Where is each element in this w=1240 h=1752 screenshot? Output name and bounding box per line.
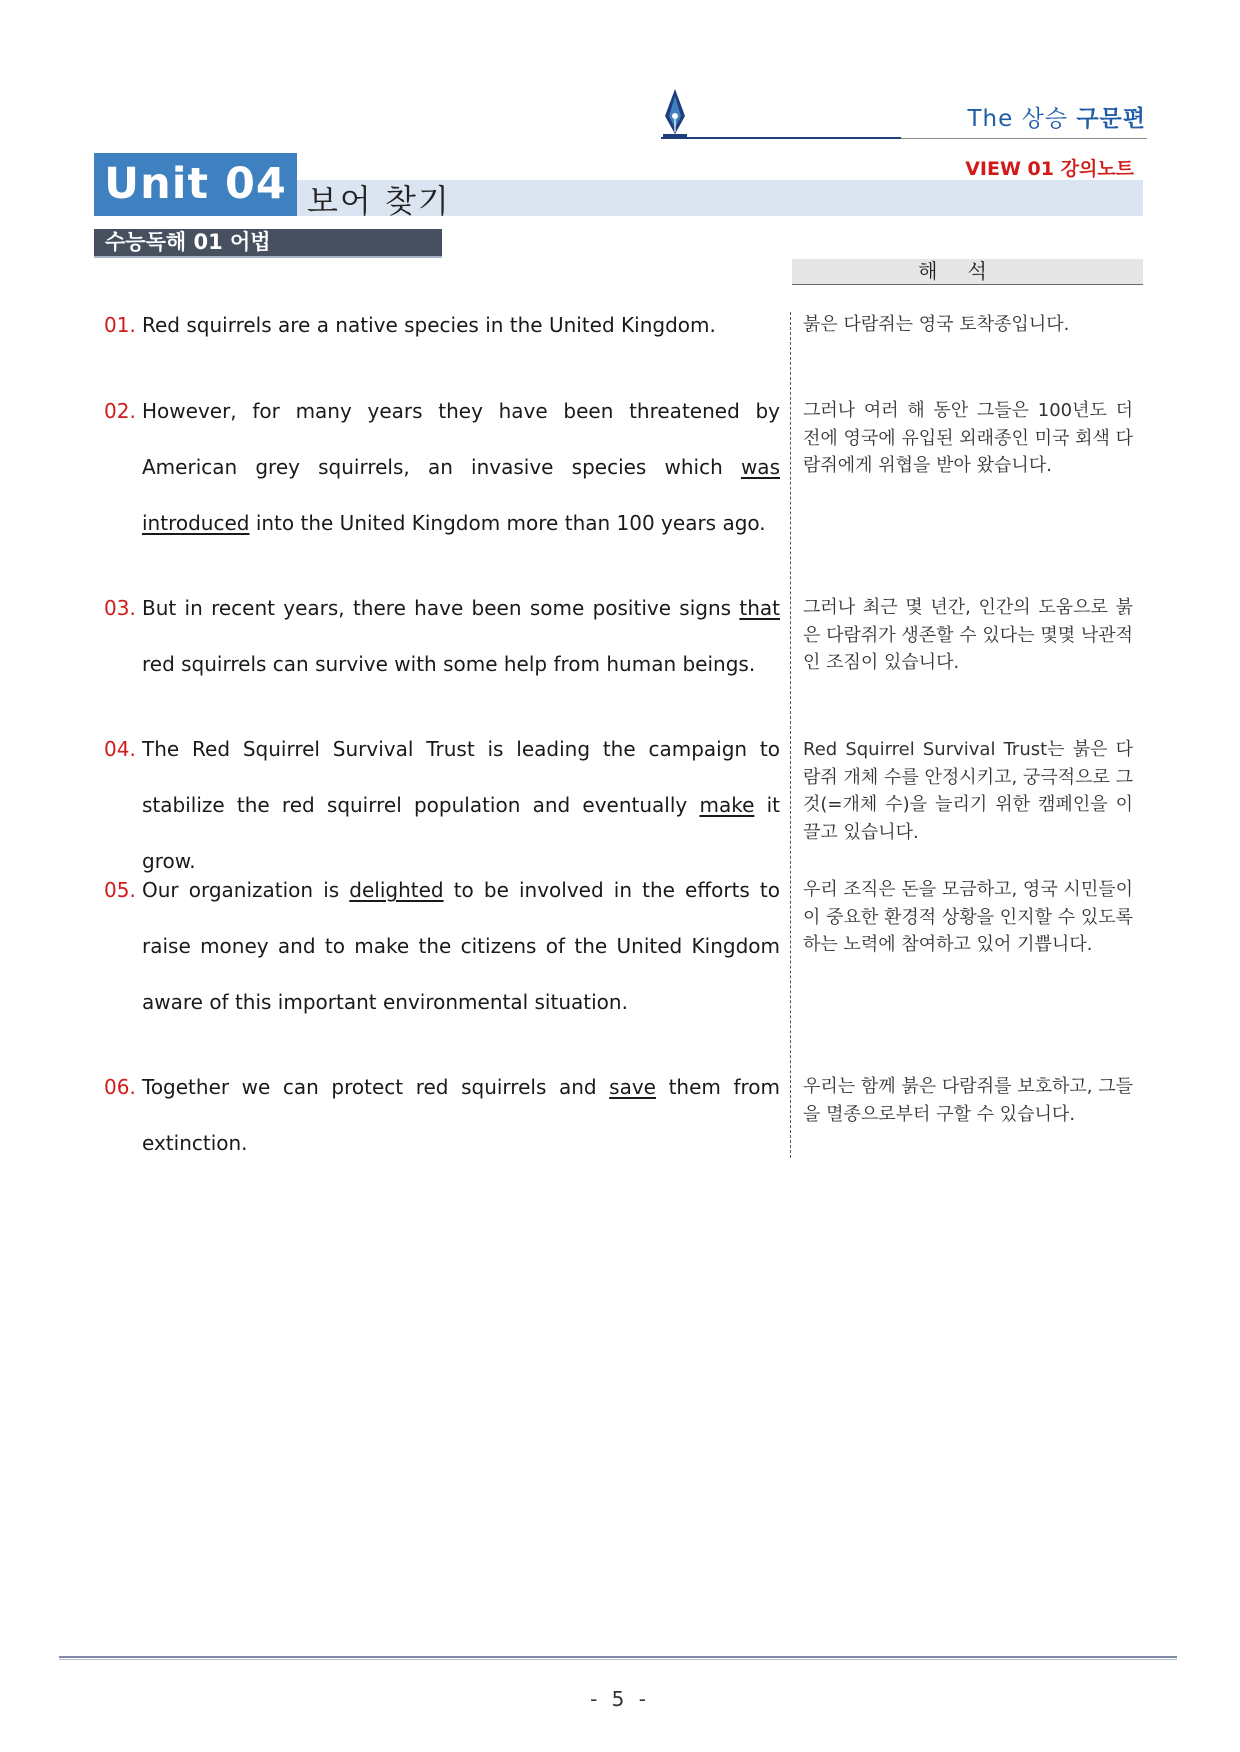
item-number: 02.	[104, 399, 136, 423]
underlined-phrase: save	[609, 1075, 656, 1099]
header-rule-light	[901, 138, 1147, 139]
unit-title: 보어 찾기	[307, 182, 451, 220]
underlined-phrase: that	[739, 596, 780, 620]
item-number: 04.	[104, 737, 136, 761]
korean-translation: 그러나 여러 해 동안 그들은 100년도 더 전에 영국에 유입된 외래종인 미국 회색 다람쥐에게 위협을 받아 왔습니다.	[803, 400, 1133, 476]
section-label: 수능독해 01 어법	[94, 229, 442, 256]
underlined-phrase: make	[699, 793, 755, 817]
fountain-pen-nib-icon	[661, 88, 689, 138]
item-number: 01.	[104, 313, 136, 337]
item-number: 05.	[104, 878, 136, 902]
english-sentence: But in recent years, there have been some positive signs that red squirrels can survive with some help from human beings.	[142, 596, 780, 676]
korean-translation: 그러나 최근 몇 년간, 인간의 도움으로 붉은 다람쥐가 생존할 수 있다는 몇몇 낙관적인 조짐이 있습니다.	[803, 597, 1133, 673]
korean-translation: 우리는 함께 붉은 다람쥐를 보호하고, 그들을 멸종으로부터 구할 수 있습니다.	[803, 1076, 1133, 1125]
korean-translation: 붉은 다람쥐는 영국 토착종입니다.	[803, 314, 1070, 335]
underlined-phrase: delighted	[349, 878, 444, 902]
english-sentence: Our organization is delighted to be involved in the efforts to raise money and to make the citizens of the United Kingdom aware of this important environmental situation.	[142, 878, 781, 1014]
page-number: - 5 -	[590, 1687, 650, 1711]
korean-translation: Red Squirrel Survival Trust는 붉은 다람쥐 개체 수를 안정시키고, 궁극적으로 그것(=개체 수)을 늘리기 위한 캠페인을 이끌고 있습니다.	[803, 739, 1133, 843]
view-label: VIEW 01 강의노트	[965, 158, 1134, 180]
brand-title: The 상승 구문편	[967, 106, 1146, 132]
underlined-phrase: was introduced	[142, 455, 780, 535]
footer-rule	[59, 1656, 1177, 1658]
english-sentence: However, for many years they have been threatened by American grey squirrels, an invasive species which was introduced into the United Kingdom more than 100 years ago.	[142, 399, 780, 535]
section-underline	[94, 256, 442, 258]
korean-translation: 우리 조직은 돈을 모금하고, 영국 시민들이 이 중요한 환경적 상황을 인지할 수 있도록 하는 노력에 참여하고 있어 기쁩니다.	[803, 879, 1133, 955]
column-divider	[790, 312, 791, 1158]
english-sentence: Together we can protect red squirrels and save them from extinction.	[142, 1075, 780, 1155]
item-number: 03.	[104, 596, 136, 620]
unit-label: Unit 04	[94, 153, 297, 216]
header-rule-dark	[661, 137, 901, 139]
item-number: 06.	[104, 1075, 136, 1099]
footer-rule-light	[59, 1659, 1177, 1660]
english-sentence: The Red Squirrel Survival Trust is leading the campaign to stabilize the red squirrel population and eventually make it grow.	[142, 737, 780, 873]
english-sentence: Red squirrels are a native species in the United Kingdom.	[142, 313, 716, 337]
translation-column-header: 해석	[792, 259, 1143, 285]
